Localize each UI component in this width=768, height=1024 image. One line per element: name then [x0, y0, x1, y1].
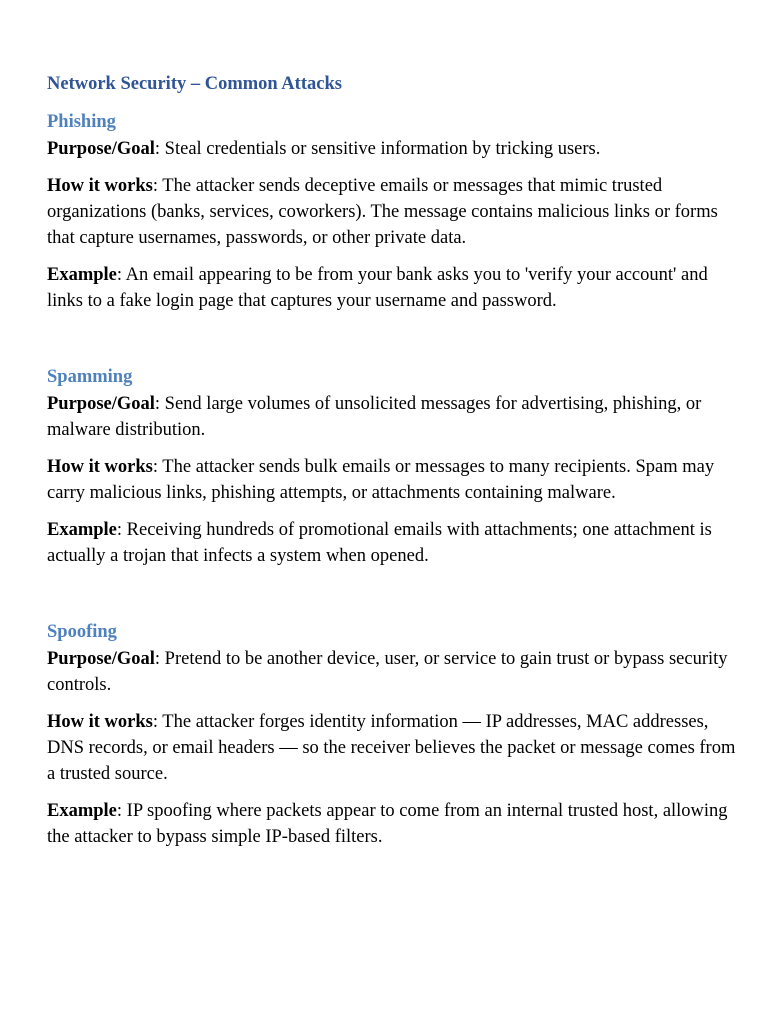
purpose-text: : Send large volumes of unsolicited messages for advertising, phishing, or malware distribution.: [47, 394, 702, 440]
how-it-works-text: : The attacker sends deceptive emails or messages that mimic trusted organizations (banks, services, coworkers). The message contains malicious links or forms that capture usernames, passwords, or other private data.: [47, 176, 718, 248]
purpose-text: : Steal credentials or sensitive information by tricking users.: [154, 139, 601, 159]
purpose-text: : Pretend to be another device, user, or service to gain trust or bypass security controls.: [47, 649, 728, 695]
how-it-works-label: How it works: [47, 176, 153, 196]
how-it-works-text: : The attacker forges identity information — IP addresses, MAC addresses, DNS records, or email headers — so the receiver believes the packet or message comes from a trusted source.: [47, 712, 736, 784]
document-body: [47, 72, 737, 850]
example-paragraph: [47, 798, 737, 850]
purpose-paragraph: [47, 646, 737, 698]
example-label: Example: [47, 520, 117, 540]
section-phishing: [47, 110, 737, 314]
how-it-works-label: How it works: [47, 457, 153, 477]
example-paragraph: [47, 517, 737, 569]
section-spoofing: [47, 620, 737, 850]
example-label: Example: [47, 801, 117, 821]
how-it-works-label: How it works: [47, 712, 153, 732]
purpose-label: Purpose/Goal: [47, 139, 155, 159]
how-it-works-text: : The attacker sends bulk emails or messages to many recipients. Spam may carry malicious links, phishing attempts, or attachments containing malware.: [47, 457, 715, 503]
section-heading-spamming: Spamming: [47, 367, 133, 387]
purpose-paragraph: [47, 391, 737, 443]
how-it-works-paragraph: [47, 709, 737, 787]
section-heading-spoofing: Spoofing: [47, 622, 117, 642]
example-label: Example: [47, 265, 117, 285]
purpose-paragraph: [47, 136, 737, 162]
example-text: : IP spoofing where packets appear to come from an internal trusted host, allowing the attacker to bypass simple IP-based filters.: [47, 801, 728, 847]
example-text: : An email appearing to be from your bank asks you to 'verify your account' and links to a fake login page that captures your username and password.: [47, 265, 708, 311]
example-text: : Receiving hundreds of promotional emails with attachments; one attachment is actually a trojan that infects a system when opened.: [47, 520, 712, 566]
how-it-works-paragraph: [47, 173, 737, 251]
section-heading-phishing: Phishing: [47, 112, 116, 132]
how-it-works-paragraph: [47, 454, 737, 506]
purpose-label: Purpose/Goal: [47, 649, 155, 669]
example-paragraph: [47, 262, 737, 314]
purpose-label: Purpose/Goal: [47, 394, 155, 414]
section-spamming: [47, 365, 737, 569]
document-title: Network Security – Common Attacks: [47, 74, 342, 94]
